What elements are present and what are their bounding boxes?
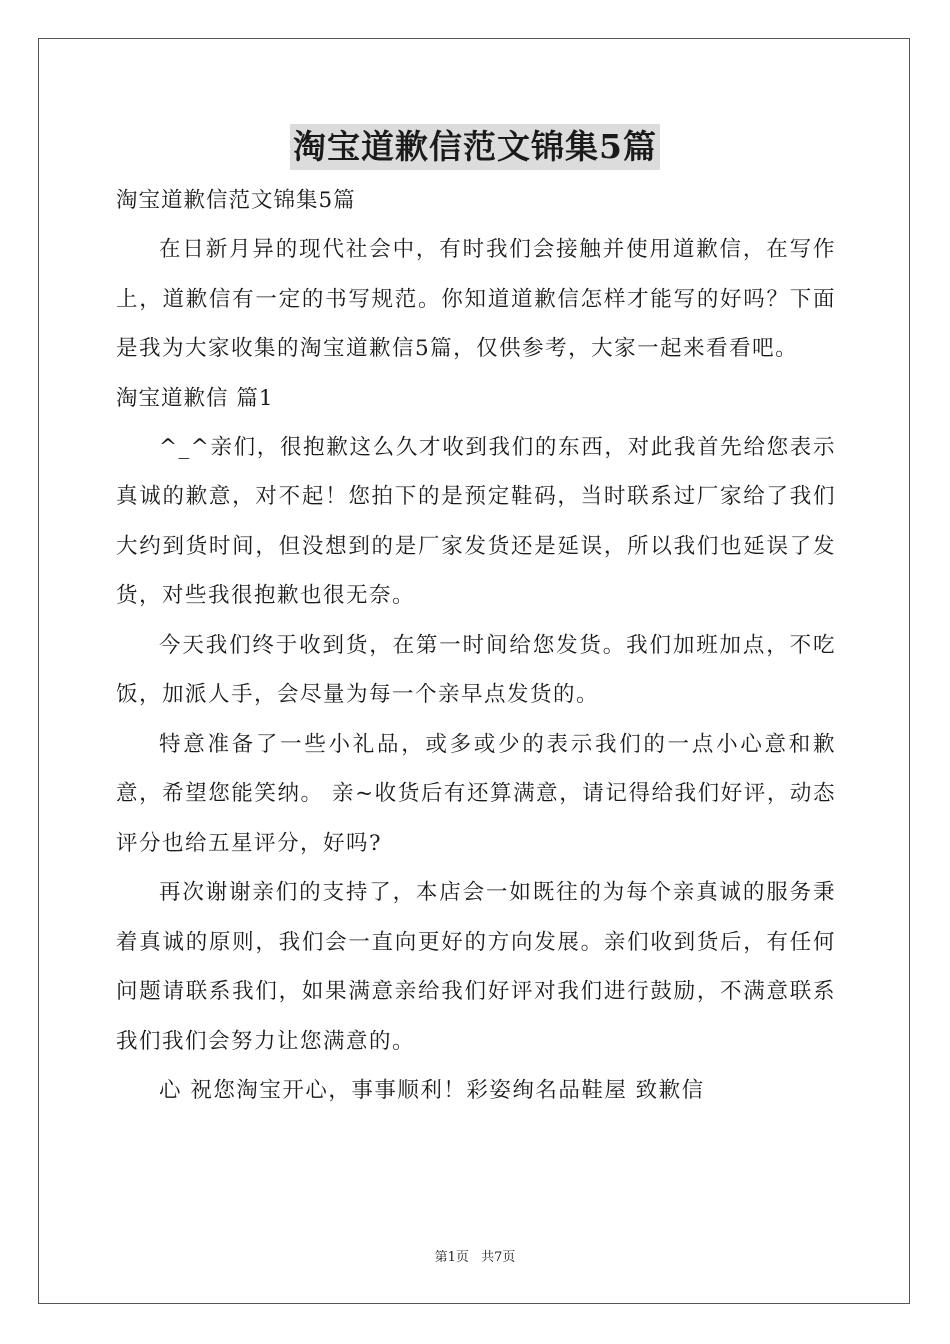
page-footer: [0, 1246, 950, 1265]
closing-paragraph: 心 祝您淘宝开心，事事顺利！彩姿绚名品鞋屋 致歉信: [159, 1078, 705, 1103]
document-body: [116, 176, 836, 1116]
body-paragraph: ^_^亲们，很抱歉这么久才收到我们的东西，对此我首先给您表示真诚的歉意，对不起！您拍下的是预定鞋码，当时联系过厂家给了我们大约到货时间，但没想到的是厂家发货还是延误，所以我们也延误了发货，对些我很抱歉也很无奈。: [116, 434, 836, 608]
body-paragraph: 特意准备了一些小礼品，或多或少的表示我们的一点小心意和歉意，希望您能笑纳。 亲~收货后有还算满意，请记得给我们好评，动态评分也给五星评分，好吗?: [116, 731, 836, 856]
document-title: 淘宝道歉信范文锦集5篇: [290, 124, 660, 170]
section-heading: 淘宝道歉信 篇1: [116, 385, 274, 411]
document-subtitle: 淘宝道歉信范文锦集5篇: [116, 188, 356, 213]
page-number: 第1页: [434, 1250, 469, 1265]
body-paragraph: 今天我们终于收到货，在第一时间给您发货。我们加班加点，不吃饭，加派人手，会尽量为每一个亲早点发货的。: [116, 632, 836, 707]
page-total: 共7页: [481, 1250, 516, 1265]
body-paragraph: 再次谢谢亲们的支持了，本店会一如既往的为每个亲真诚的服务秉着真诚的原则，我们会一直向更好的方向发展。亲们收到货后，有任何问题请联系我们，如果满意亲给我们好评对我们进行鼓励，不满意联系我们我们会努力让您满意的。: [116, 880, 836, 1054]
intro-paragraph: 在日新月异的现代社会中，有时我们会接触并使用道歉信，在写作上，道歉信有一定的书写规范。你知道道歉信怎样才能写的好吗？下面是我为大家收集的淘宝道歉信5篇，仅供参考，大家一起来看看吧。: [116, 237, 836, 361]
title-container: [0, 124, 950, 170]
